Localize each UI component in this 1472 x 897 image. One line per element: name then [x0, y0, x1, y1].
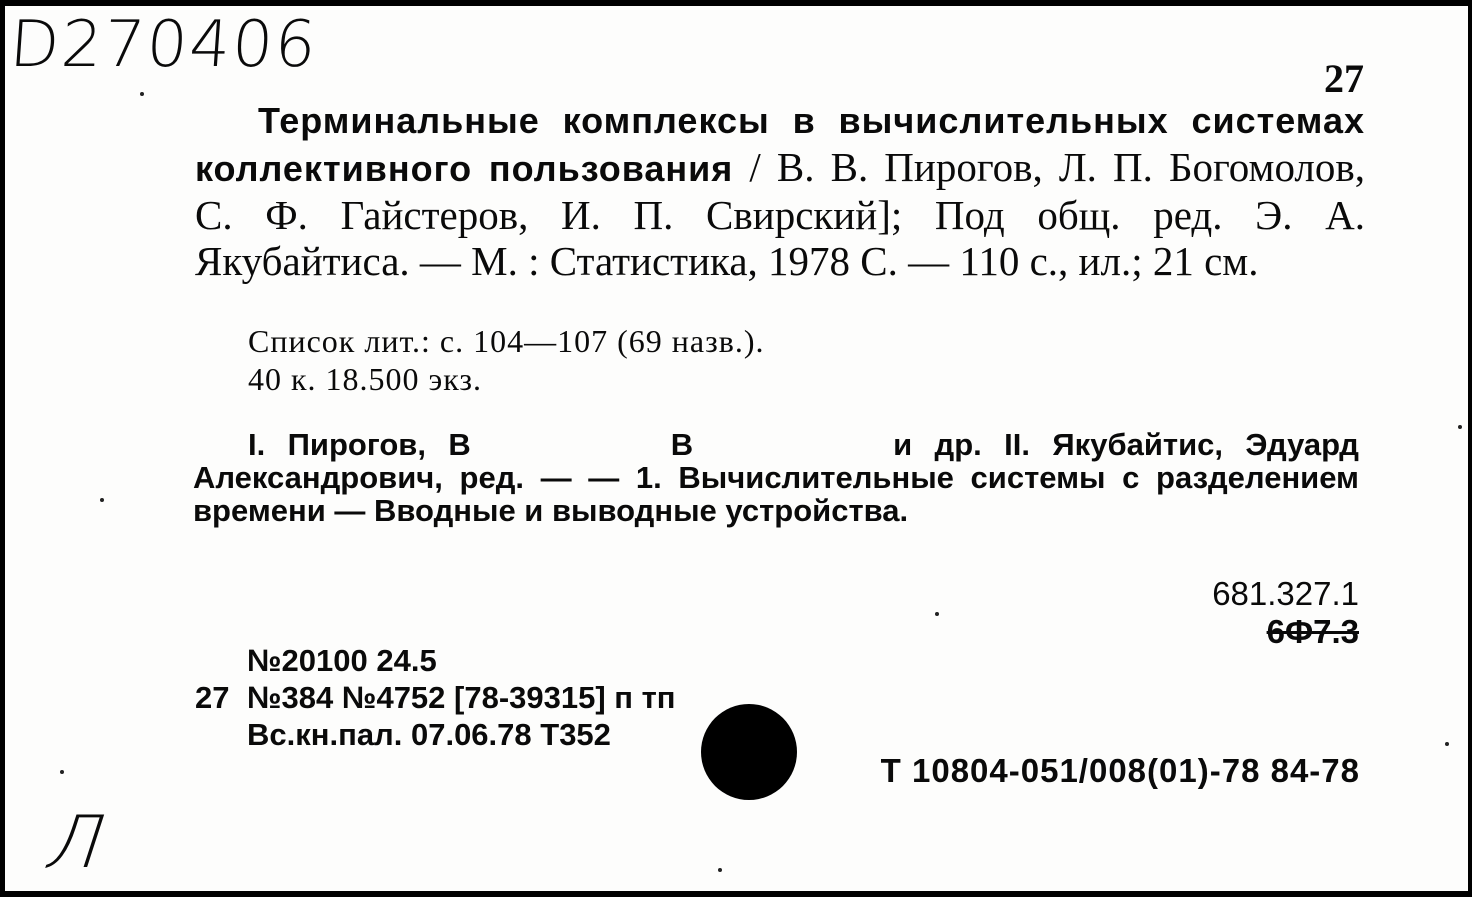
card-border-left	[0, 0, 5, 897]
speck	[60, 770, 64, 774]
punch-hole-mark	[701, 704, 797, 800]
bbk-code: 6Ф7.3	[1266, 613, 1359, 650]
udc-code: 681.327.1	[1212, 575, 1359, 612]
bibliographic-description: / В. В. Пирогов, Л. П. Богомолов, С. Ф. Гайстеров, И. П. Свирский]; Под общ. ред. Э. А. Якубайтиса. — М. : Статистика, 1978 С. — 110 с., ил.; 21 см.	[195, 144, 1365, 284]
bibliography-note: Список лит.: с. 104—107 (69 назв.).	[248, 323, 765, 359]
service-line-2: №384 №4752 [78-39315] п тп	[247, 680, 676, 715]
notes-block	[248, 322, 765, 398]
subject-tracings	[193, 428, 1359, 527]
price-code: Т 10804-051/008(01)-78 84-78	[880, 752, 1360, 789]
price-run-note: 40 к. 18.500 экз.	[248, 361, 483, 397]
service-line-2-lead: 27	[195, 680, 230, 715]
tracing-part-1: I. Пирогов, В	[248, 427, 471, 462]
card-border-bottom	[0, 891, 1472, 897]
classification-block	[1212, 575, 1359, 651]
speck	[1458, 425, 1462, 429]
service-line-2-row	[195, 679, 676, 716]
card-border-top	[0, 0, 1472, 6]
tracing-part-3: и др. II. Якубайтис, Эдуард Александрович, ред. — — 1. Вычислительные системы с разделением времени — Вводные и выводные устройства.	[193, 427, 1359, 528]
service-line-1: №20100 24.5	[247, 643, 437, 678]
speck	[718, 868, 722, 872]
service-line-3: Вс.кн.пал. 07.06.78 Т352	[247, 717, 611, 752]
main-entry	[195, 96, 1365, 284]
tracing-part-2: В	[670, 427, 694, 462]
card-border-right	[1468, 0, 1472, 897]
book-title: Терминальные комплексы в вычислительных системах коллективного пользования	[195, 100, 1365, 189]
speck	[100, 498, 104, 502]
page-number: 27	[1324, 56, 1364, 101]
speck	[935, 612, 939, 616]
speck	[1445, 742, 1449, 746]
speck	[140, 92, 144, 96]
handwritten-call-number: D270406	[7, 8, 321, 82]
service-block	[195, 642, 676, 753]
handwritten-mark: Л	[36, 800, 118, 884]
